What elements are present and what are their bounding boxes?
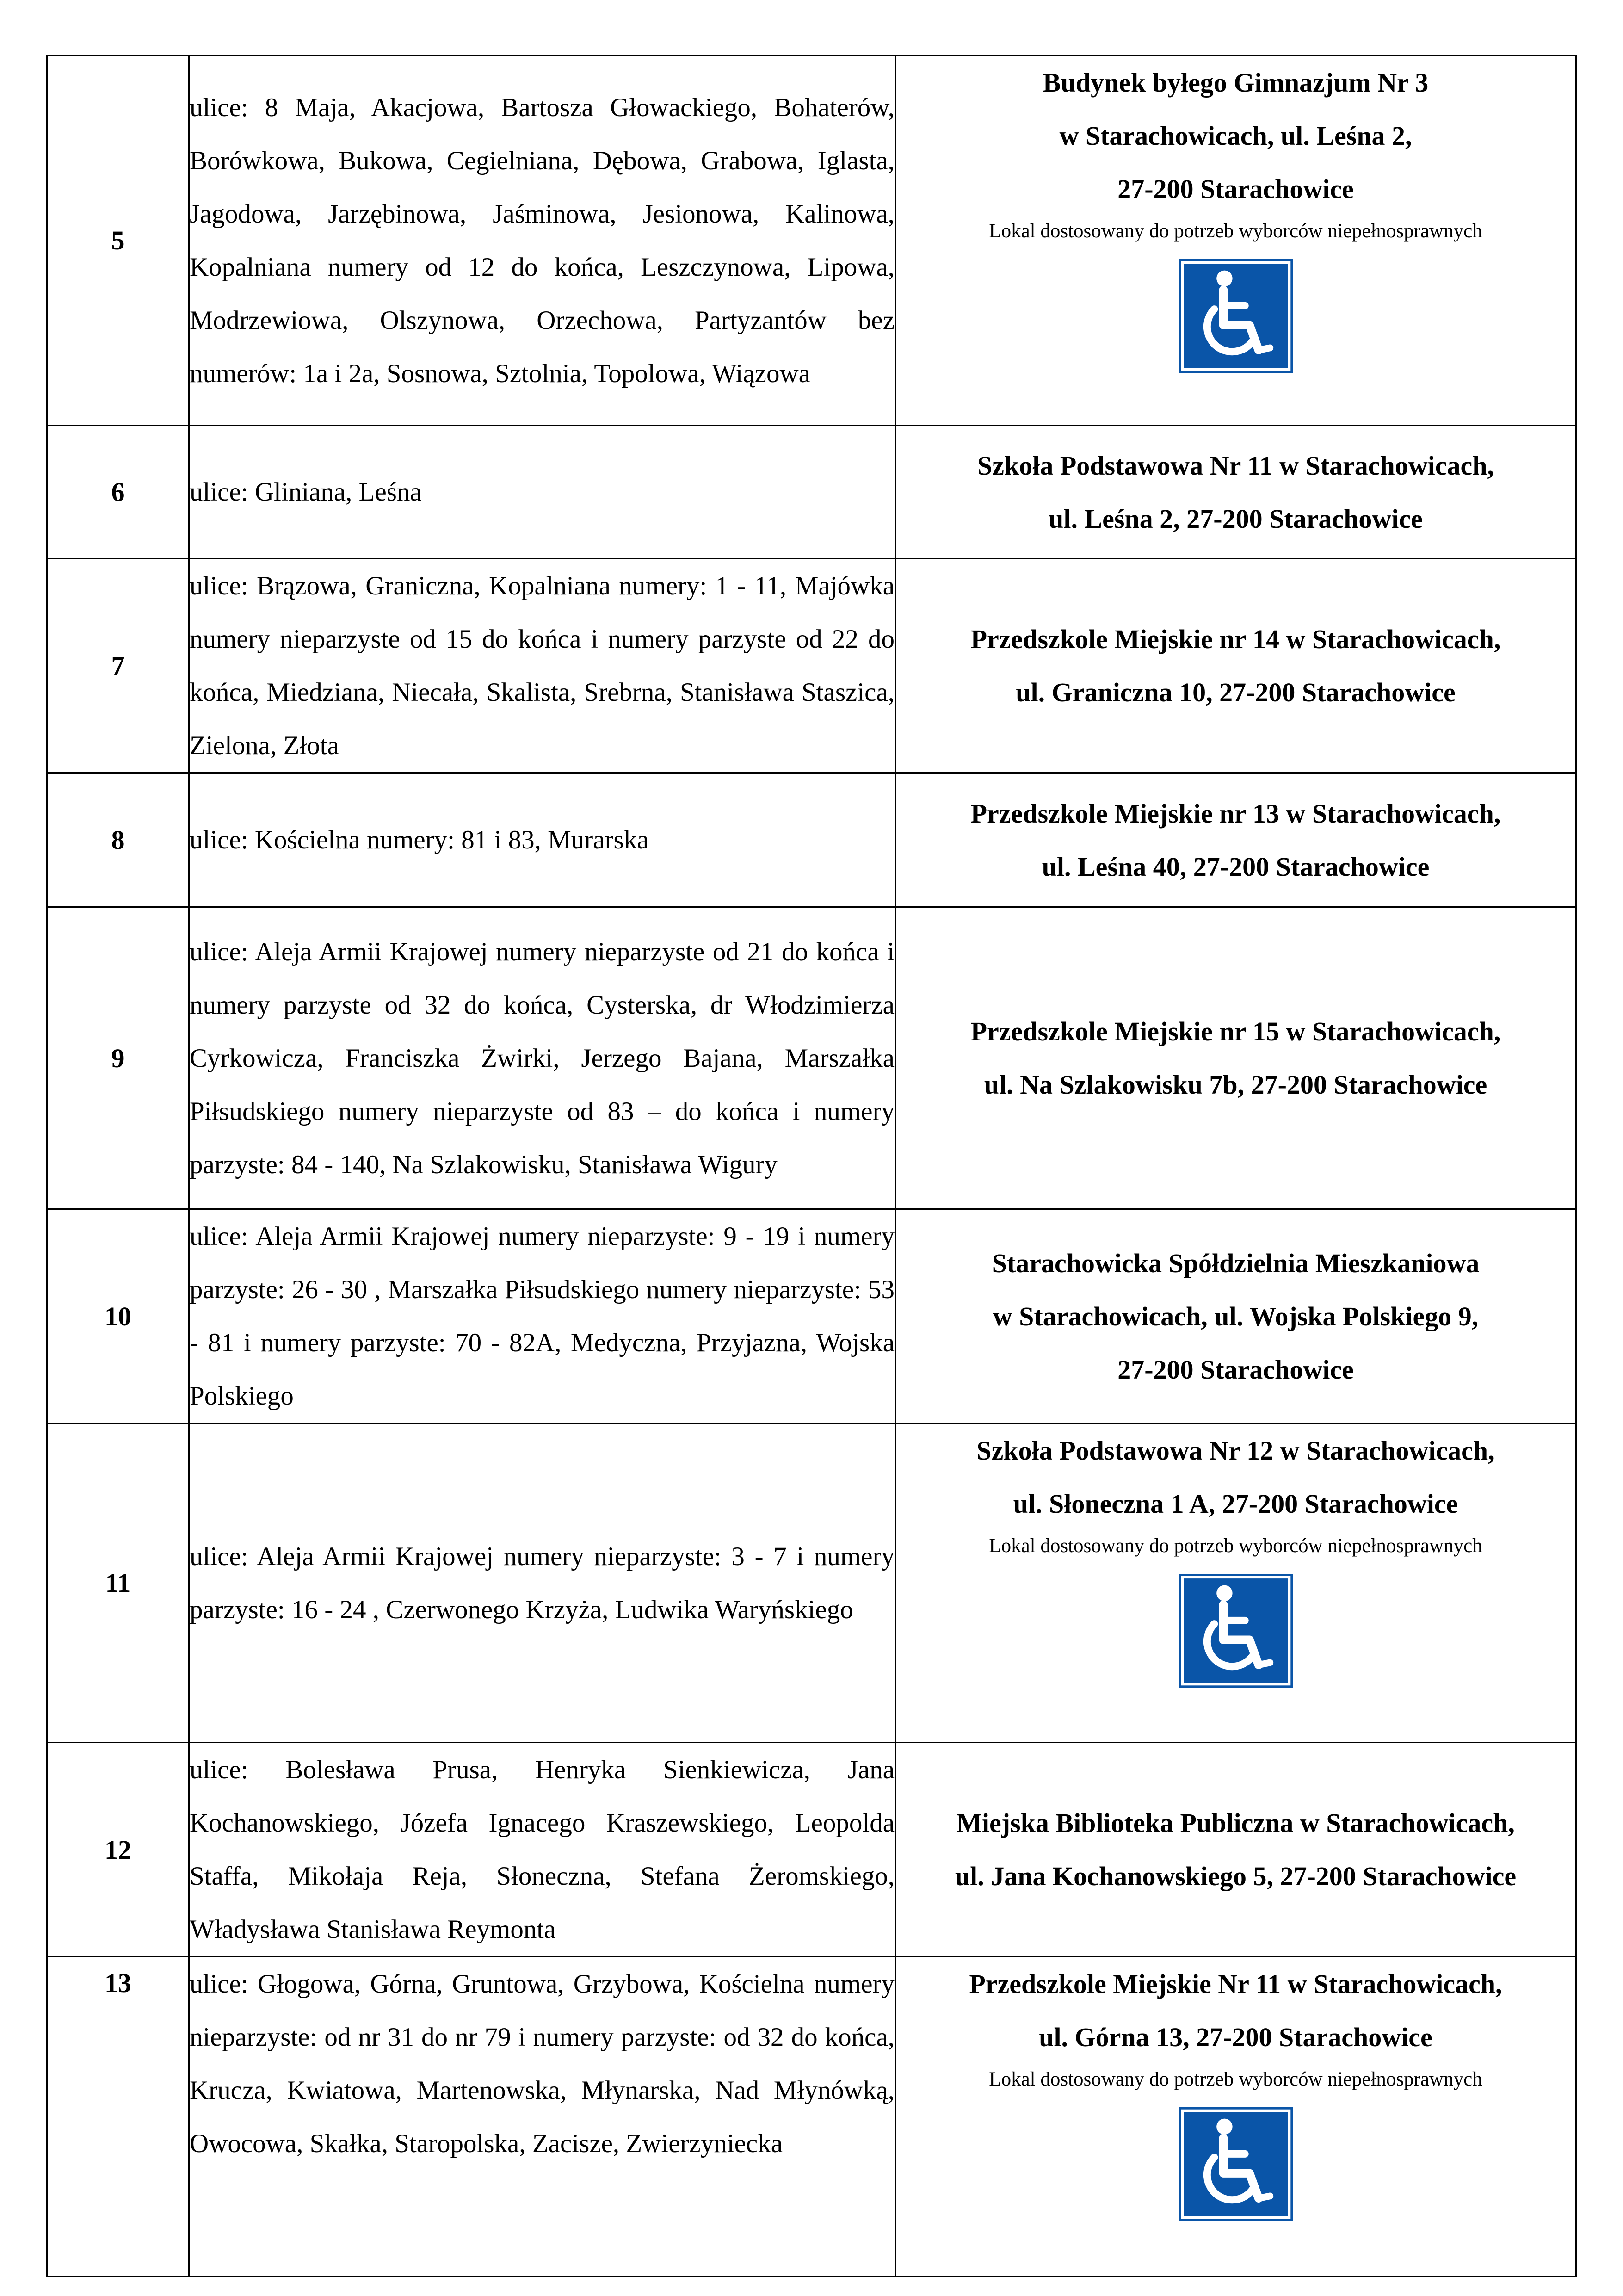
table-row bbox=[47, 907, 1576, 1209]
polling-place bbox=[895, 907, 1576, 1209]
accessibility-note: Lokal dostosowany do potrzeb wyborców niepełnosprawnych bbox=[989, 220, 1482, 242]
polling-place-line: ul. Na Szlakowisku 7b, 27-200 Starachowice bbox=[984, 1070, 1487, 1100]
wheelchair-icon bbox=[1179, 1574, 1293, 1688]
accessibility-note: Lokal dostosowany do potrzeb wyborców niepełnosprawnych bbox=[989, 2068, 1482, 2090]
polling-place-line: Szkoła Podstawowa Nr 11 w Starachowicach, bbox=[977, 450, 1494, 481]
district-streets: ulice: Gliniana, Leśna bbox=[189, 426, 895, 559]
district-number: 10 bbox=[47, 1209, 189, 1423]
district-number: 8 bbox=[47, 773, 189, 907]
district-number: 5 bbox=[47, 56, 189, 426]
polling-place bbox=[895, 559, 1576, 773]
district-number: 12 bbox=[47, 1743, 189, 1957]
district-streets: ulice: Brązowa, Graniczna, Kopalniana numery: 1 - 11, Majówka numery nieparzyste od 15 do końca i numery parzyste od 22 do końca, Miedziana, Niecała, Skalista, Srebrna, Stanisława Staszica, Zielona, Złota bbox=[189, 559, 895, 773]
table-row bbox=[47, 1209, 1576, 1423]
table-row bbox=[47, 1423, 1576, 1743]
district-streets: ulice: Bolesława Prusa, Henryka Sienkiewicza, Jana Kochanowskiego, Józefa Ignacego Kraszewskiego, Leopolda Staffa, Mikołaja Reja, Słoneczna, Stefana Żeromskiego, Władysława Stanisława Reymonta bbox=[189, 1743, 895, 1957]
polling-place bbox=[895, 426, 1576, 559]
district-streets: ulice: Głogowa, Górna, Gruntowa, Grzybowa, Kościelna numery nieparzyste: od nr 31 do nr 79 i numery parzyste: od 32 do końca, Krucza, Kwiatowa, Martenowska, Młynarska, Nad Młynówką, Owocowa, Skałka, Staropolska, Zacisze, Zwierzyniecka bbox=[189, 1957, 895, 2277]
polling-place bbox=[895, 1423, 1576, 1743]
table-row bbox=[47, 773, 1576, 907]
polling-place bbox=[895, 1743, 1576, 1957]
polling-districts-table bbox=[46, 55, 1577, 2277]
polling-place-line: ul. Leśna 2, 27-200 Starachowice bbox=[1049, 503, 1423, 534]
polling-place-line: Szkoła Podstawowa Nr 12 w Starachowicach, bbox=[976, 1436, 1495, 1466]
district-streets: ulice: Kościelna numery: 81 i 83, Murarska bbox=[189, 773, 895, 907]
polling-place-line: ul. Słoneczna 1 A, 27-200 Starachowice bbox=[1013, 1489, 1458, 1519]
table-row bbox=[47, 1743, 1576, 1957]
district-streets: ulice: Aleja Armii Krajowej numery nieparzyste: 3 - 7 i numery parzyste: 16 - 24 , Czerwonego Krzyża, Ludwika Waryńskiego bbox=[189, 1423, 895, 1743]
district-number: 11 bbox=[47, 1423, 189, 1743]
polling-place-line: Przedszkole Miejskie nr 13 w Starachowicach, bbox=[970, 798, 1501, 829]
polling-place-line: Przedszkole Miejskie Nr 11 w Starachowicach, bbox=[969, 1969, 1502, 1999]
polling-place-line: 27-200 Starachowice bbox=[1117, 174, 1354, 204]
polling-place-line: Przedszkole Miejskie nr 14 w Starachowicach, bbox=[970, 624, 1501, 654]
polling-place-line: ul. Leśna 40, 27-200 Starachowice bbox=[1042, 851, 1430, 882]
district-number: 9 bbox=[47, 907, 189, 1209]
wheelchair-icon bbox=[1179, 259, 1293, 373]
polling-place-line: 27-200 Starachowice bbox=[1117, 1354, 1354, 1385]
polling-place-line: ul. Jana Kochanowskiego 5, 27-200 Starachowice bbox=[955, 1861, 1517, 1891]
table-row bbox=[47, 559, 1576, 773]
polling-place-line: w Starachowicach, ul. Leśna 2, bbox=[1059, 121, 1412, 151]
polling-place-line: Miejska Biblioteka Publiczna w Starachowicach, bbox=[957, 1808, 1515, 1838]
accessibility-note: Lokal dostosowany do potrzeb wyborców niepełnosprawnych bbox=[989, 1535, 1482, 1557]
polling-place-line: Przedszkole Miejskie nr 15 w Starachowicach, bbox=[970, 1016, 1501, 1046]
polling-place-line: w Starachowicach, ul. Wojska Polskiego 9, bbox=[993, 1301, 1479, 1331]
table-row bbox=[47, 426, 1576, 559]
table-row bbox=[47, 56, 1576, 426]
district-streets: ulice: Aleja Armii Krajowej numery nieparzyste: 9 - 19 i numery parzyste: 26 - 30 , Marszałka Piłsudskiego numery nieparzyste: 53 - 81 i numery parzyste: 70 - 82A, Medyczna, Przyjazna, Wojska Polskiego bbox=[189, 1209, 895, 1423]
polling-place-line: ul. Graniczna 10, 27-200 Starachowice bbox=[1016, 677, 1456, 707]
polling-place bbox=[895, 1957, 1576, 2277]
table-row bbox=[47, 1957, 1576, 2277]
polling-place-line: Starachowicka Spółdzielnia Mieszkaniowa bbox=[992, 1248, 1480, 1278]
district-number: 13 bbox=[47, 1957, 189, 2277]
polling-place bbox=[895, 56, 1576, 426]
district-number: 6 bbox=[47, 426, 189, 559]
district-streets: ulice: Aleja Armii Krajowej numery nieparzyste od 21 do końca i numery parzyste od 32 do końca, Cysterska, dr Włodzimierza Cyrkowicza, Franciszka Żwirki, Jerzego Bajana, Marszałka Piłsudskiego numery nieparzyste od 83 – do końca i numery parzyste: 84 - 140, Na Szlakowisku, Stanisława Wigury bbox=[189, 907, 895, 1209]
wheelchair-icon bbox=[1179, 2107, 1293, 2221]
polling-place-line: ul. Górna 13, 27-200 Starachowice bbox=[1039, 2022, 1432, 2052]
district-streets: ulice: 8 Maja, Akacjowa, Bartosza Głowackiego, Bohaterów, Borówkowa, Bukowa, Cegielniana, Dębowa, Grabowa, Iglasta, Jagodowa, Jarzębinowa, Jaśminowa, Jesionowa, Kalinowa, Kopalniana numery od 12 do końca, Leszczynowa, Lipowa, Modrzewiowa, Olszynowa, Orzechowa, Partyzantów bez numerów: 1a i 2a, Sosnowa, Sztolnia, Topolowa, Wiązowa bbox=[189, 56, 895, 426]
district-number: 7 bbox=[47, 559, 189, 773]
polling-place bbox=[895, 1209, 1576, 1423]
polling-place bbox=[895, 773, 1576, 907]
polling-place-line: Budynek byłego Gimnazjum Nr 3 bbox=[1043, 68, 1429, 98]
